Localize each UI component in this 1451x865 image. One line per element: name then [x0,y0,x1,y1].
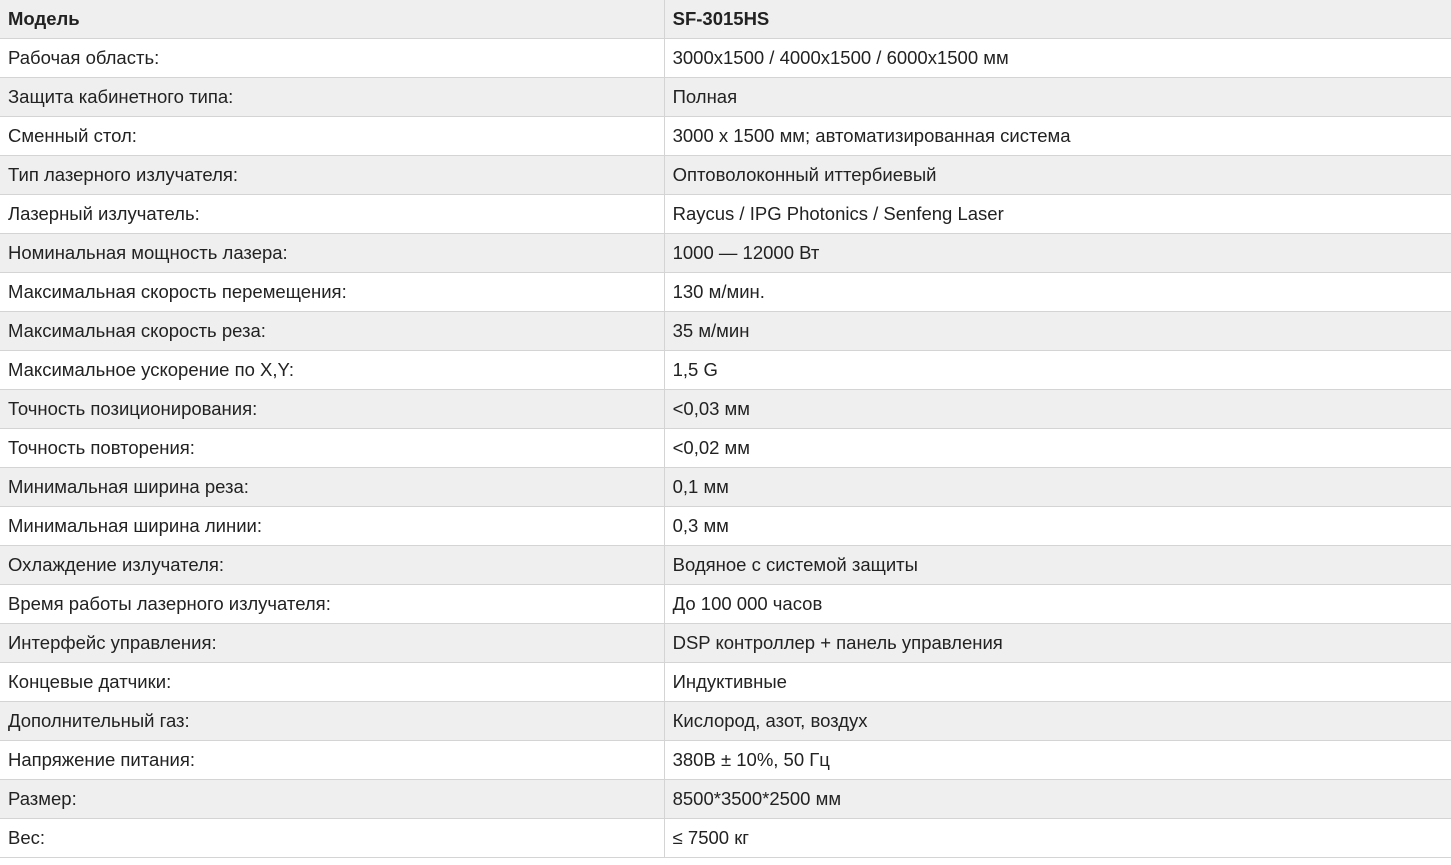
table-row [0,585,1451,624]
spec-value-cell: 3000x1500 / 4000x1500 / 6000x1500 мм [664,39,1451,78]
spec-label-cell: Минимальная ширина реза: [0,468,664,507]
spec-label-cell: Вес: [0,819,664,858]
spec-value-cell: Raycus / IPG Photonics / Senfeng Laser [664,195,1451,234]
table-row [0,819,1451,858]
spec-label-cell: Рабочая область: [0,39,664,78]
spec-value-cell: 35 м/мин [664,312,1451,351]
spec-value-cell: <0,03 мм [664,390,1451,429]
table-row [0,312,1451,351]
table-row [0,546,1451,585]
table-row [0,663,1451,702]
spec-value-cell: Водяное с системой защиты [664,546,1451,585]
spec-label-cell: Время работы лазерного излучателя: [0,585,664,624]
table-row [0,39,1451,78]
table-row [0,273,1451,312]
spec-label-cell: Точность позиционирования: [0,390,664,429]
spec-label-cell: Минимальная ширина линии: [0,507,664,546]
spec-label-cell: Защита кабинетного типа: [0,78,664,117]
spec-value-cell: DSP контроллер + панель управления [664,624,1451,663]
header-value-cell: SF-3015HS [664,0,1451,39]
table-row [0,351,1451,390]
spec-label-cell: Точность повторения: [0,429,664,468]
spec-value-cell: Оптоволоконный иттербиевый [664,156,1451,195]
table-row [0,156,1451,195]
spec-value-cell: 0,1 мм [664,468,1451,507]
spec-label-cell: Охлаждение излучателя: [0,546,664,585]
spec-value-cell: 0,3 мм [664,507,1451,546]
table-row [0,468,1451,507]
table-row [0,702,1451,741]
spec-value-cell: 380В ± 10%, 50 Гц [664,741,1451,780]
spec-label-cell: Интерфейс управления: [0,624,664,663]
spec-value-cell: <0,02 мм [664,429,1451,468]
spec-label-cell: Максимальное ускорение по X,Y: [0,351,664,390]
spec-label-cell: Максимальная скорость реза: [0,312,664,351]
spec-value-cell: Индуктивные [664,663,1451,702]
table-row [0,507,1451,546]
spec-label-cell: Лазерный излучатель: [0,195,664,234]
spec-value-cell: Полная [664,78,1451,117]
spec-value-cell: 3000 x 1500 мм; автоматизированная система [664,117,1451,156]
spec-value-cell: 1000 — 12000 Вт [664,234,1451,273]
table-header-row [0,0,1451,39]
table-row [0,195,1451,234]
spec-label-cell: Сменный стол: [0,117,664,156]
spec-value-cell: Кислород, азот, воздух [664,702,1451,741]
table-row [0,741,1451,780]
spec-label-cell: Максимальная скорость перемещения: [0,273,664,312]
spec-value-cell: ≤ 7500 кг [664,819,1451,858]
table-row [0,234,1451,273]
table-row [0,624,1451,663]
table-row [0,78,1451,117]
spec-label-cell: Концевые датчики: [0,663,664,702]
spec-label-cell: Номинальная мощность лазера: [0,234,664,273]
spec-label-cell: Размер: [0,780,664,819]
spec-label-cell: Дополнительный газ: [0,702,664,741]
spec-value-cell: 1,5 G [664,351,1451,390]
table-row [0,117,1451,156]
spec-value-cell: 8500*3500*2500 мм [664,780,1451,819]
spec-value-cell: До 100 000 часов [664,585,1451,624]
spec-value-cell: 130 м/мин. [664,273,1451,312]
spec-label-cell: Напряжение питания: [0,741,664,780]
table-row [0,780,1451,819]
table-row [0,429,1451,468]
spec-label-cell: Тип лазерного излучателя: [0,156,664,195]
header-label-cell: Модель [0,0,664,39]
table-row [0,390,1451,429]
